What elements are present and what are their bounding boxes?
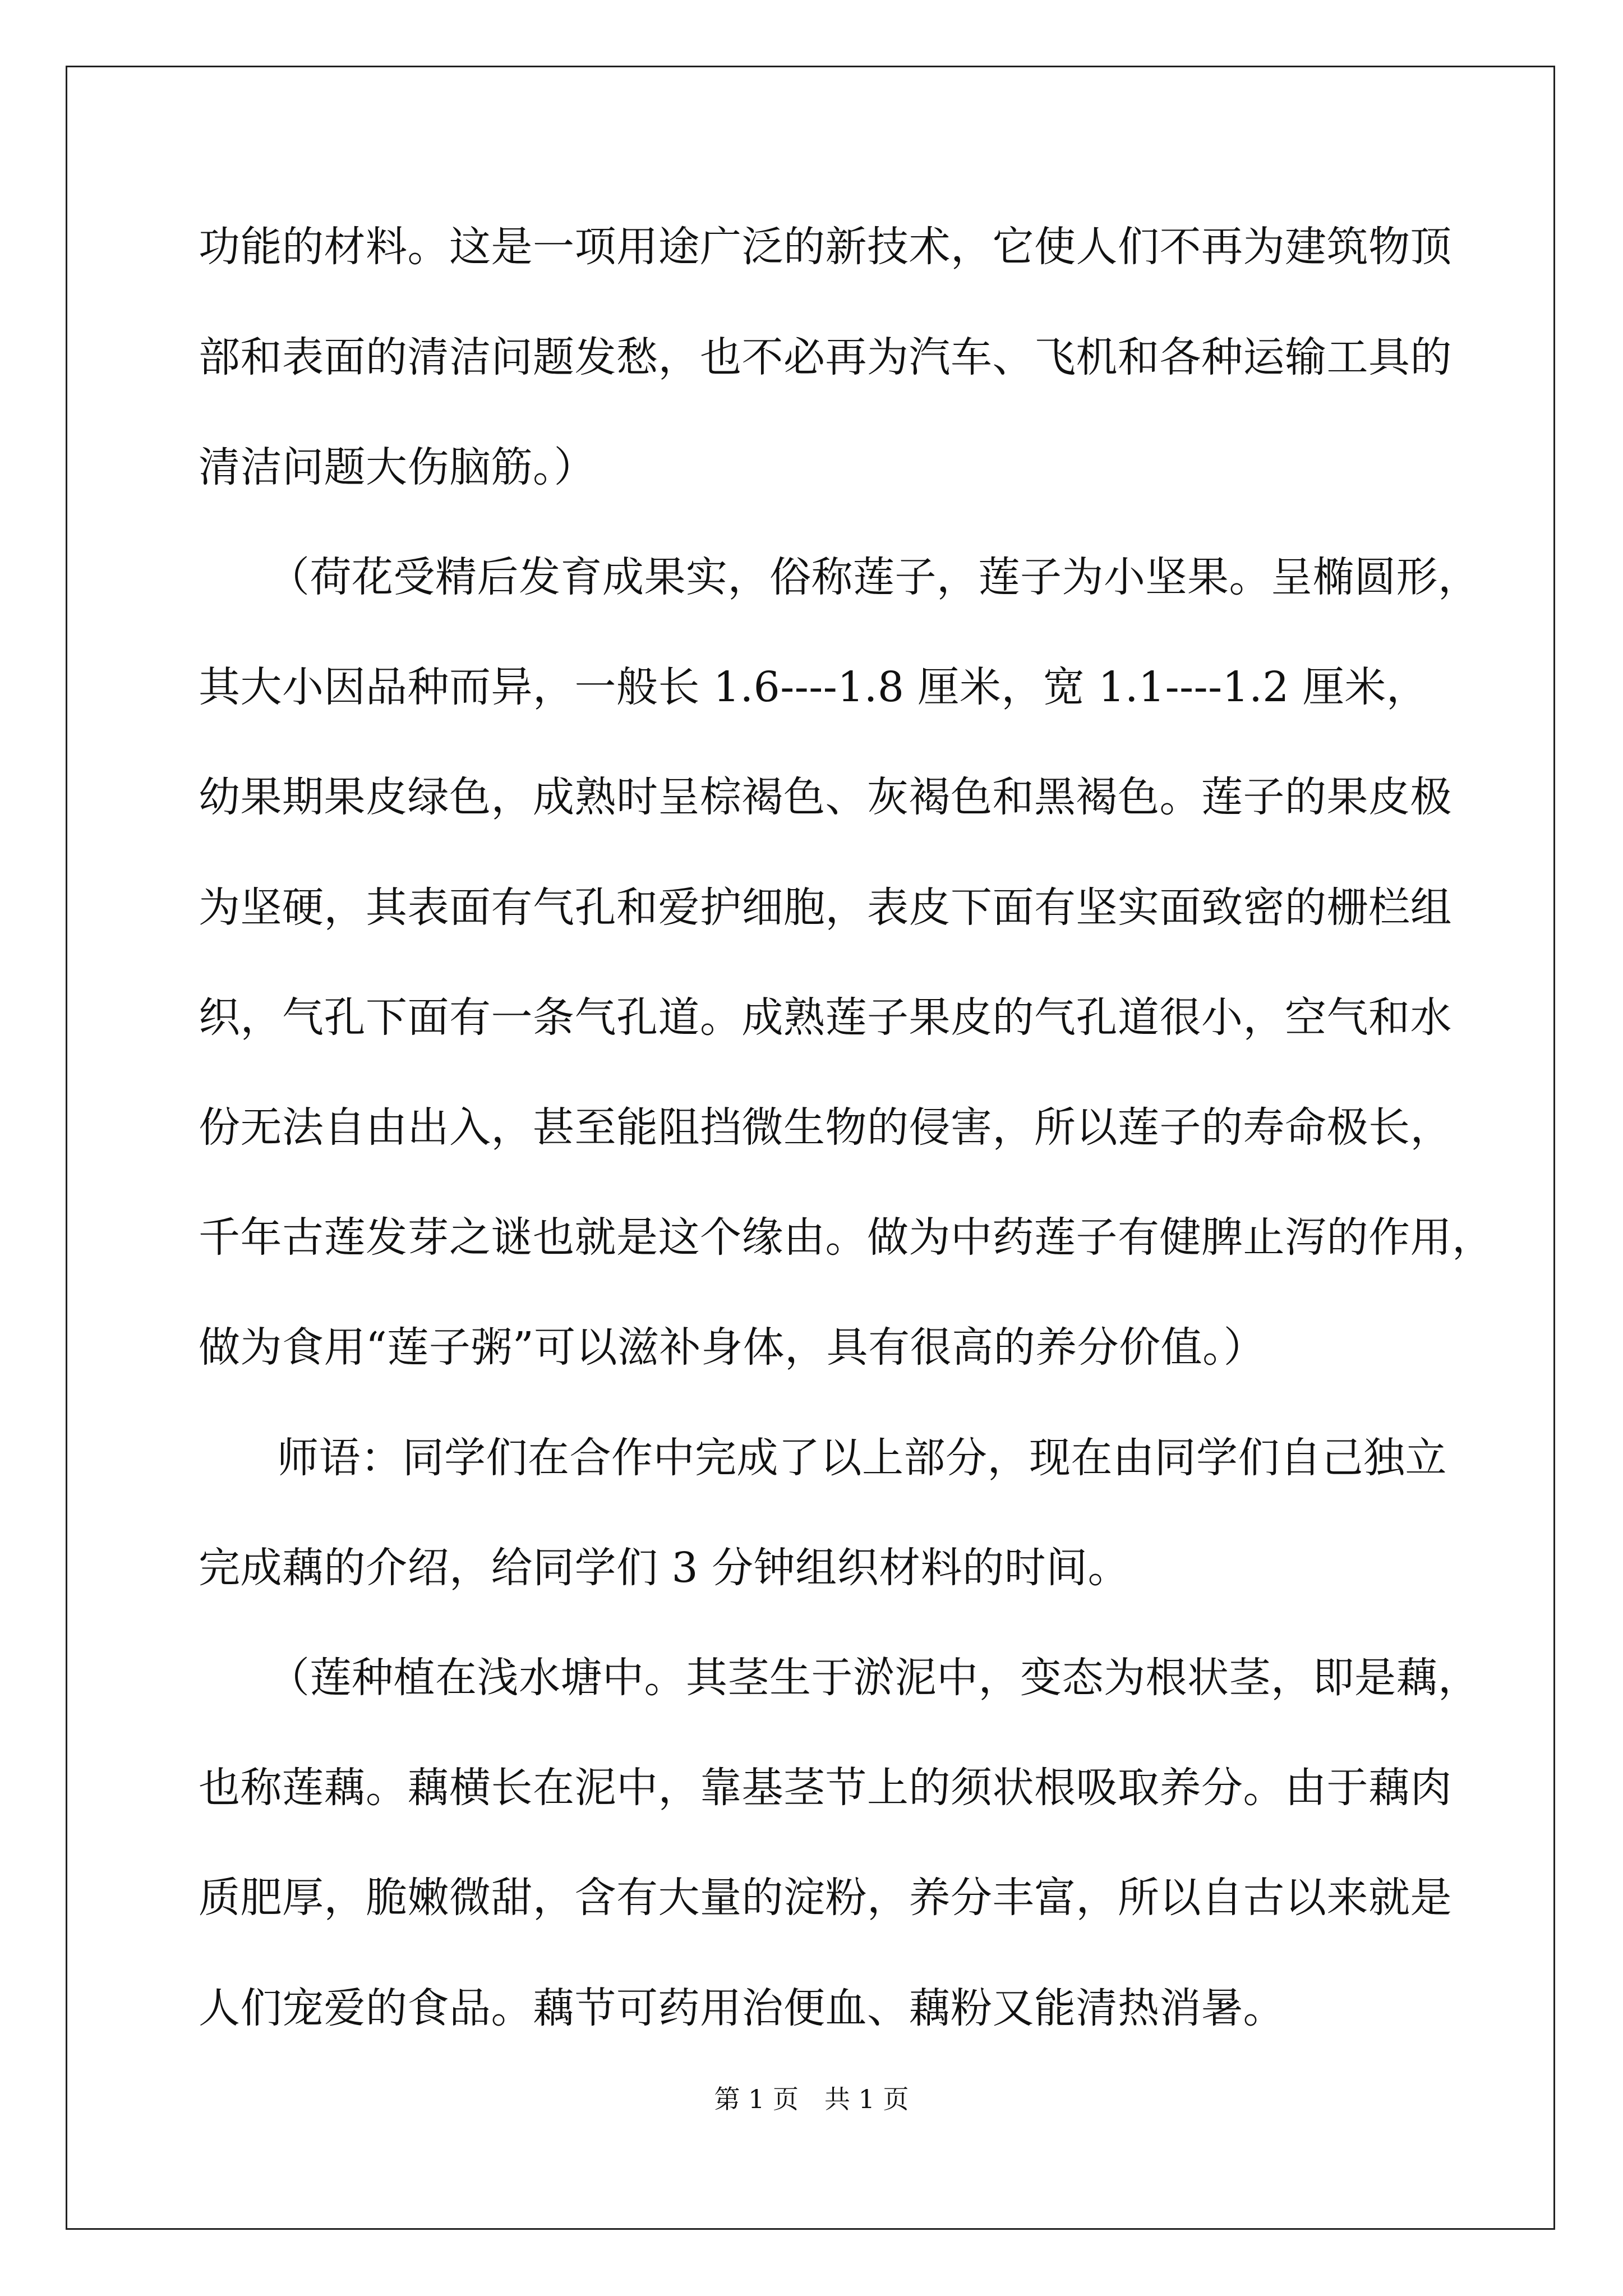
text-line: 其大小因品种而异，一般长 1.6----1.8 厘米，宽 1.1----1.2 厘米， [199,663,1428,711]
text-line: 功能的材料。这是一项用途广泛的新技术，它使人们不再为建筑物顶 [199,223,1452,271]
paragraph-start-line: 师语：同学们在合作中完成了以上部分，现在由同学们自己独立 [277,1434,1447,1482]
text-line: 也称莲藕。藕横长在泥中，靠基茎节上的须状根吸取养分。由于藕肉 [199,1764,1452,1812]
text-line: 清洁问题大伤脑筋。） [199,443,596,491]
text-line: 千年古莲发芽之谜也就是这个缘由。做为中药莲子有健脾止泻的作用， [199,1213,1494,1262]
page-footer: 第 1 页 共 1 页 [714,2084,909,2114]
paragraph-start-line: （荷花受精后发育成果实，俗称莲子，莲子为小坚果。呈椭圆形， [268,553,1480,601]
text-line: 份无法自由出入，甚至能阻挡微生物的侵害，所以莲子的寿命极长， [199,1103,1452,1152]
text-line: 做为食用“莲子粥”可以滋补身体，具有很高的养分价值。） [199,1323,1266,1372]
text-line: 人们宠爱的食品。藕节可药用治便血、藕粉又能清热消暑。 [199,1984,1285,2032]
paragraph-start-line: （莲种植在浅水塘中。其茎生于淤泥中，变态为根状茎，即是藕， [268,1654,1480,1702]
text-line: 部和表面的清洁问题发愁，也不必再为汽车、飞机和各种运输工具的 [199,333,1452,381]
text-line: 幼果期果皮绿色，成熟时呈棕褐色、灰褐色和黑褐色。莲子的果皮极 [199,773,1452,821]
text-line: 织，气孔下面有一条气孔道。成熟莲子果皮的气孔道很小，空气和水 [199,993,1452,1042]
text-line: 质肥厚，脆嫩微甜，含有大量的淀粉，养分丰富，所以自古以来就是 [199,1874,1452,1922]
text-line: 完成藕的介绍，给同学们 3 分钟组织材料的时间。 [199,1544,1130,1592]
text-line: 为坚硬，其表面有气孔和爱护细胞，表皮下面有坚实面致密的栅栏组 [199,884,1452,932]
